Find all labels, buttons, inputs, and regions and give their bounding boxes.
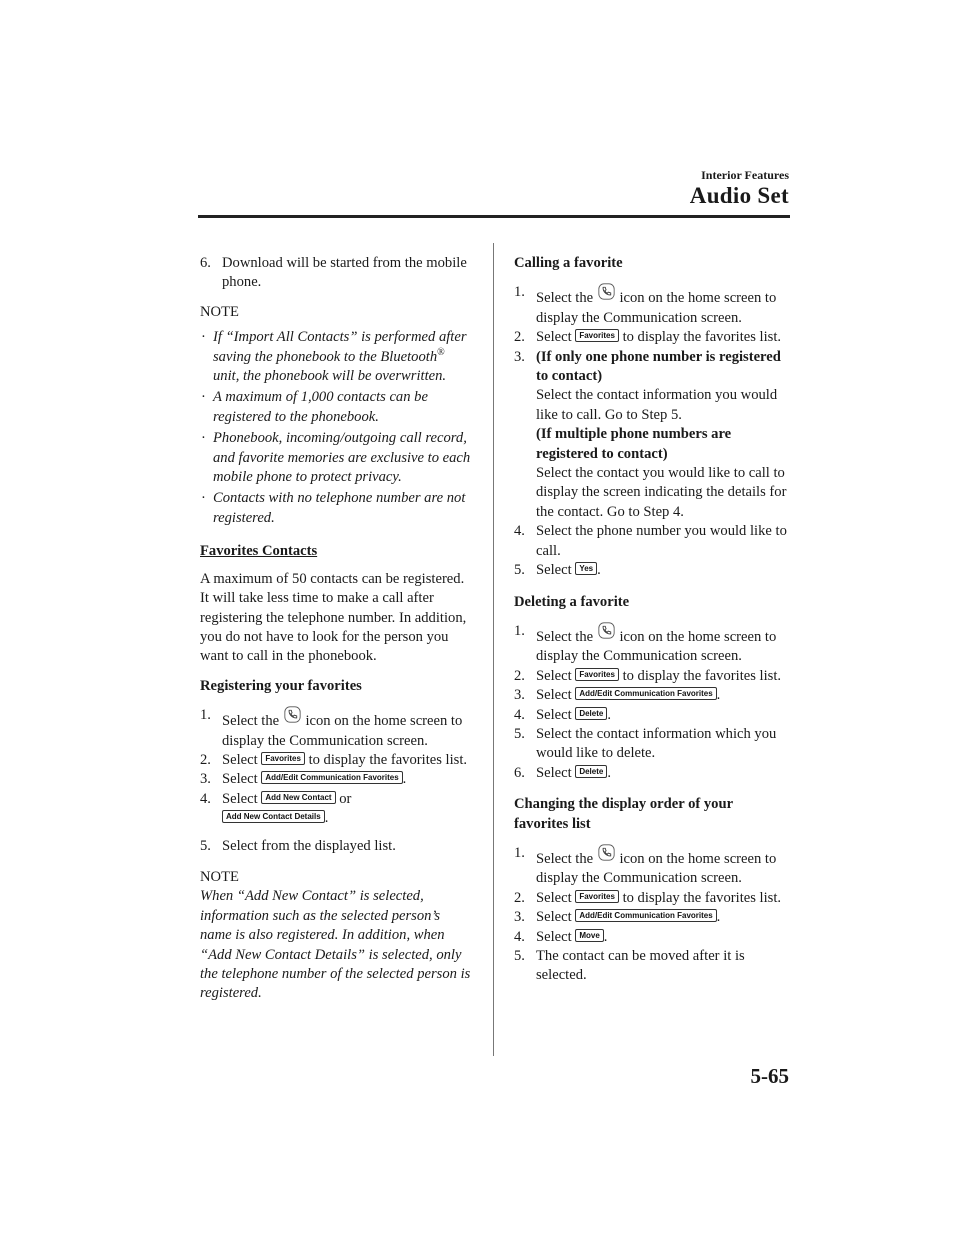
- step-6: [200, 254, 472, 293]
- header-rule: [198, 215, 790, 218]
- del-step-2: [514, 667, 790, 686]
- step-text: icon on the home screen to display the Communication screen.: [536, 628, 777, 665]
- yes-button: Yes: [575, 562, 597, 575]
- step-number: 6.: [200, 255, 211, 271]
- step-text: Select: [222, 771, 258, 788]
- step-number: 3.: [514, 348, 525, 365]
- step-number: 4.: [514, 706, 525, 723]
- note-bullet: [200, 429, 472, 487]
- del-step-5: [514, 725, 790, 764]
- reg-step-4: [200, 790, 472, 829]
- step-text: .: [607, 706, 611, 723]
- call-step-5: [514, 561, 790, 580]
- step-text: icon on the home screen to display the Communication screen.: [536, 290, 777, 326]
- step-number: 1.: [514, 844, 525, 861]
- reg-step-2: [200, 751, 472, 770]
- del-step-1: [514, 622, 790, 667]
- delete-button: Delete: [575, 707, 607, 720]
- step-text: Select the contact information which you would like to delete.: [536, 725, 777, 762]
- reg-step-1: [200, 706, 472, 751]
- step-text: Select from the displayed list.: [222, 837, 396, 854]
- move-button: Move: [575, 929, 603, 942]
- subheading-calling: Calling a favorite: [514, 255, 623, 271]
- step-number: 2.: [200, 751, 211, 768]
- bullet-text-tail: unit, the phonebook will be overwritten.: [213, 368, 447, 385]
- favorites-button: Favorites: [575, 329, 619, 342]
- right-column: [514, 254, 790, 986]
- step-number: 2.: [514, 889, 525, 906]
- step-text: Download will be started from the mobile phone.: [222, 255, 467, 291]
- step-text: Select: [536, 329, 572, 346]
- step-text: Select the: [222, 713, 280, 730]
- call-step-3: [514, 348, 790, 523]
- step-number: 1.: [514, 622, 525, 639]
- step-number: 4.: [514, 523, 525, 540]
- step-number: 5.: [514, 562, 525, 579]
- order-step-2: [514, 889, 790, 908]
- note-bullets: [200, 328, 472, 528]
- del-step-3: [514, 686, 790, 705]
- step-text: Select: [536, 909, 572, 926]
- note-bullet: [200, 489, 472, 528]
- phone-icon: [598, 622, 615, 639]
- step-number: 3.: [200, 771, 211, 788]
- section-heading-favorites: Favorites Contacts: [200, 543, 318, 560]
- condition-heading: (If multiple phone numbers are registered to contact): [536, 426, 732, 462]
- step-text: .: [324, 810, 329, 827]
- step-number: 2.: [514, 667, 525, 684]
- order-step-1: [514, 844, 790, 889]
- registered-mark: ®: [437, 346, 445, 358]
- favorites-paragraph: A maximum of 50 contacts can be registered. It will take less time to make a call after registering the telephone number. In addition, you do not have to look for the person you want to call in the phonebook.: [200, 570, 467, 665]
- step-text: Select: [536, 764, 572, 781]
- del-step-4: [514, 706, 790, 725]
- step-text: or: [339, 790, 352, 807]
- condition-heading: (If only one phone number is registered to contact): [536, 348, 781, 385]
- order-step-4: [514, 928, 790, 947]
- note-label: NOTE: [200, 303, 239, 320]
- phone-icon: [598, 844, 615, 861]
- step-text: to display the favorites list.: [622, 667, 782, 684]
- step-text: The contact can be moved after it is selected.: [536, 948, 745, 984]
- bullet-text: If “Import All Contacts” is performed after saving the phonebook to the Bluetooth: [213, 329, 467, 365]
- left-column: [200, 254, 472, 1004]
- step-text: Select: [222, 790, 258, 807]
- step-text: Select the contact you would like to call to display the screen indicating the details for the contact. Go to Step 4.: [536, 465, 787, 520]
- del-step-6: [514, 764, 790, 783]
- favorites-button: Favorites: [261, 752, 305, 765]
- step-text: Select: [536, 706, 572, 723]
- bullet-dot: ·: [201, 329, 206, 346]
- step-text: Select: [222, 751, 258, 768]
- step-number: 3.: [514, 687, 525, 704]
- step-text: .: [603, 928, 608, 945]
- step-text: icon on the home screen to display the Communication screen.: [536, 850, 777, 887]
- step-number: 3.: [514, 909, 525, 926]
- subheading-deleting: Deleting a favorite: [514, 593, 630, 610]
- call-step-4: [514, 522, 790, 561]
- reg-step-3: [200, 770, 472, 789]
- delete-button: Delete: [575, 765, 607, 778]
- step-number: 4.: [514, 928, 525, 945]
- step-number: 4.: [200, 790, 211, 807]
- note-label: NOTE: [200, 868, 239, 885]
- add-edit-favorites-button: Add/Edit Communication Favorites: [575, 687, 716, 700]
- order-step-5: [514, 947, 790, 986]
- step-number: 1.: [200, 707, 211, 724]
- note-bullet: [200, 388, 472, 427]
- step-text: .: [607, 764, 611, 781]
- add-new-contact-button: Add New Contact: [261, 791, 335, 804]
- note-bullet: [200, 328, 472, 386]
- step-text: Select: [536, 687, 572, 704]
- step-number: 5.: [514, 725, 525, 742]
- step-text: to display the favorites list.: [308, 751, 468, 768]
- bullet-text: A maximum of 1,000 contacts can be registered to the phonebook.: [213, 389, 428, 425]
- add-new-contact-details-button: Add New Contact Details: [222, 810, 325, 823]
- step-text: .: [402, 771, 407, 788]
- reg-step-5: [200, 837, 472, 856]
- step-text: to display the favorites list.: [622, 329, 782, 346]
- step-text: Select the: [536, 628, 594, 645]
- add-edit-favorites-button: Add/Edit Communication Favorites: [261, 771, 402, 784]
- favorites-button: Favorites: [575, 668, 619, 681]
- header-section-label: Interior Features: [701, 168, 789, 182]
- phone-icon: [284, 706, 301, 723]
- step-text: Select the: [536, 290, 594, 307]
- bullet-dot: ·: [201, 430, 206, 447]
- step-number: 5.: [514, 948, 525, 964]
- step-number: 1.: [514, 284, 525, 301]
- subheading-display-order: Changing the display order of your favorites list: [514, 796, 733, 832]
- step-text: Select the: [536, 850, 594, 867]
- step-text: Select: [536, 667, 572, 684]
- step-number: 6.: [514, 764, 525, 781]
- bullet-dot: ·: [201, 389, 206, 406]
- step-text: icon on the home screen to display the Communication screen.: [222, 713, 463, 749]
- step-text: Select the phone number you would like to call.: [536, 523, 787, 559]
- favorites-button: Favorites: [575, 890, 619, 903]
- bullet-text: Phonebook, incoming/outgoing call record, and favorite memories are exclusive to each mobile phone to protect privacy.: [213, 430, 471, 486]
- call-step-2: [514, 328, 790, 347]
- step-text: .: [597, 562, 601, 579]
- order-step-3: [514, 908, 790, 927]
- step-number: 5.: [200, 837, 211, 854]
- step-number: 2.: [514, 329, 525, 346]
- page-number: 5-65: [750, 1064, 789, 1088]
- call-step-1: [514, 283, 790, 328]
- header-title: Audio Set: [689, 183, 789, 208]
- phone-icon: [598, 283, 615, 300]
- bullet-dot: ·: [201, 490, 206, 507]
- step-text: .: [716, 687, 721, 704]
- step-text: Select: [536, 889, 572, 906]
- note-text: When “Add New Contact” is selected, information such as the selected person’s name is also registered. In addition, when “Add New Contact Details” is selected, only the telephone number of the selected person is registered.: [200, 888, 471, 1002]
- add-edit-favorites-button: Add/Edit Communication Favorites: [575, 909, 716, 922]
- step-text: Select: [536, 562, 572, 579]
- step-text: Select the contact information you would like to call. Go to Step 5.: [536, 387, 778, 423]
- subheading-registering: Registering your favorites: [200, 677, 362, 694]
- step-text: to display the favorites list.: [622, 889, 782, 906]
- column-divider: [493, 243, 494, 1056]
- bullet-text: Contacts with no telephone number are not registered.: [213, 490, 466, 526]
- step-text: .: [716, 909, 721, 926]
- step-text: Select: [536, 928, 572, 945]
